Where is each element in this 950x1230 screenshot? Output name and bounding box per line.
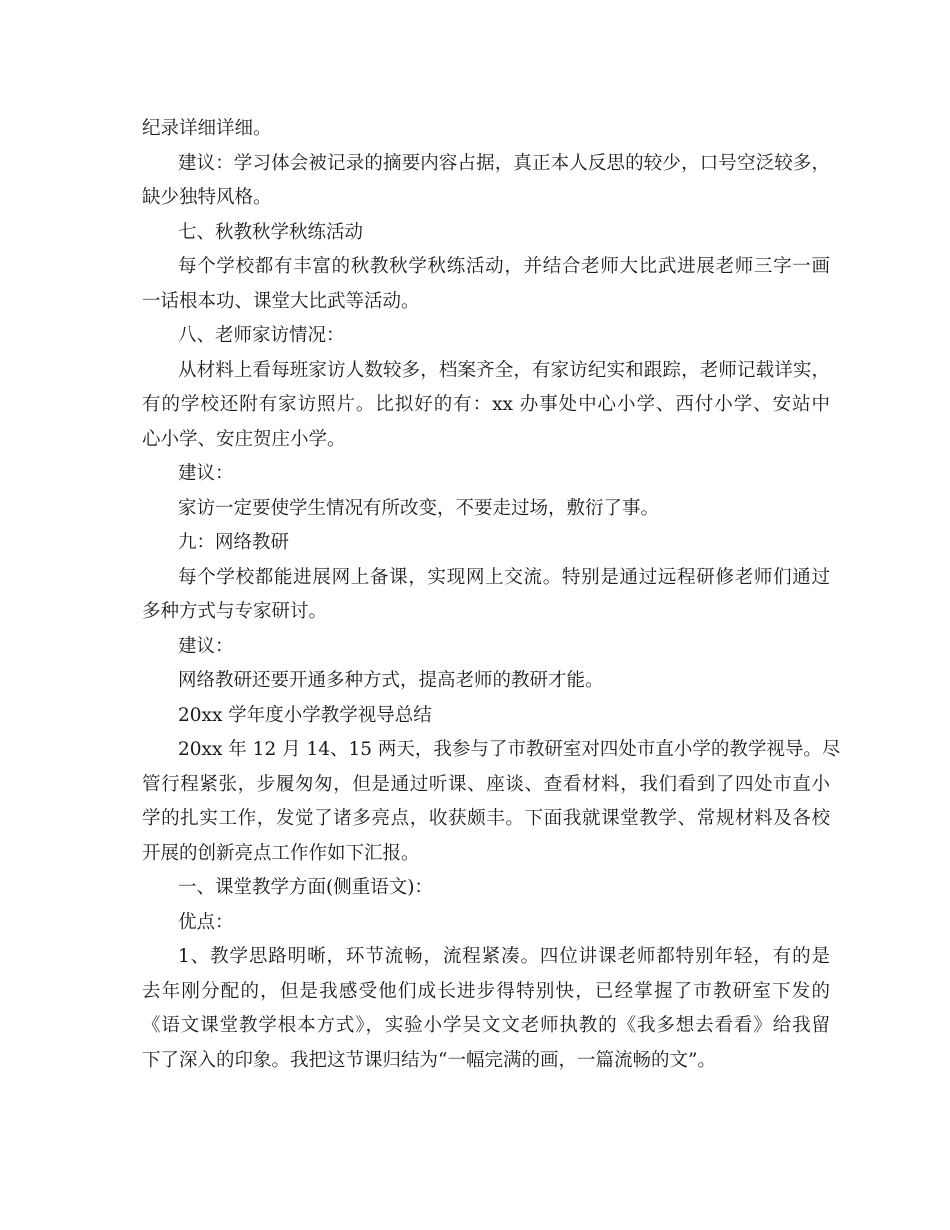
text-line: 家访一定要使学生情况有所改变，不要走过场，敷衍了事。 [178, 497, 660, 519]
text-line: 1、教学思路明晰，环节流畅，流程紧凑。四位讲课老师都特别年轻，有的是 [178, 946, 830, 967]
text-line: 从材料上看每班家访人数较多，档案齐全，有家访纪实和跟踪，老师记载详实， [178, 359, 830, 381]
text-line: 网络教研还要开通多种方式，提高老师的教研才能。 [178, 670, 604, 691]
text-line: 去年刚分配的，但是我感受他们成长进步得特别快，已经掌握了市教研室下发的 [142, 980, 830, 1002]
section-heading: 七、秋教秋学秋练活动 [178, 221, 364, 243]
section-heading: 一、课堂教学方面(侧重语文)： [178, 877, 433, 898]
text-line: 下了深入的印象。我把这节课归结为“一幅完满的画，一篇流畅的文”。 [142, 1049, 716, 1071]
text-line: 管行程紧张，步履匆匆，但是通过听课、座谈、查看材料，我们看到了四处市直小 [142, 773, 830, 795]
section-heading: 八、老师家访情况： [178, 325, 345, 346]
advantages-label: 优点： [178, 911, 234, 933]
suggestion-label: 建议： [178, 463, 234, 484]
text-line: 一话根本功、课堂大比武等活动。 [142, 290, 420, 312]
text-line: 纪录详细详细。 [142, 118, 272, 139]
text-line: 有的学校还附有家访照片。比拟好的有：xx 办事处中心小学、西付小学、安站中 [142, 394, 830, 415]
text-line: 缺少独特风格。 [142, 187, 272, 208]
text-line: 学的扎实工作，发觉了诸多亮点，收获颇丰。下面我就课堂教学、常规材料及各校 [142, 808, 830, 829]
text-line: 建议：学习体会被记录的摘要内容占据，真正本人反思的较少，口号空泛较多， [178, 152, 830, 174]
text-line: 心小学、安庄贺庄小学。 [142, 428, 346, 450]
text-line: 多种方式与专家研讨。 [142, 601, 328, 622]
text-line: 每个学校都有丰富的秋教秋学秋练活动，并结合老师大比武进展老师三字一画 [178, 256, 830, 277]
text-line: 开展的创新亮点工作作如下汇报。 [142, 842, 420, 864]
text-line: 每个学校都能进展网上备课，实现网上交流。特别是通过远程研修老师们通过 [178, 566, 830, 588]
suggestion-label: 建议： [178, 635, 234, 657]
document-subtitle: 20xx 学年度小学教学视导总结 [178, 704, 432, 726]
document-body [142, 112, 841, 1078]
section-heading: 九：网络教研 [178, 532, 290, 553]
text-line: 20xx 年 12 月 14、15 两天，我参与了市教研室对四处市直小学的教学视导。尽 [178, 739, 841, 760]
text-line: 《语文课堂教学根本方式》，实验小学吴文文老师执教的《我多想去看看》给我留 [142, 1015, 830, 1036]
